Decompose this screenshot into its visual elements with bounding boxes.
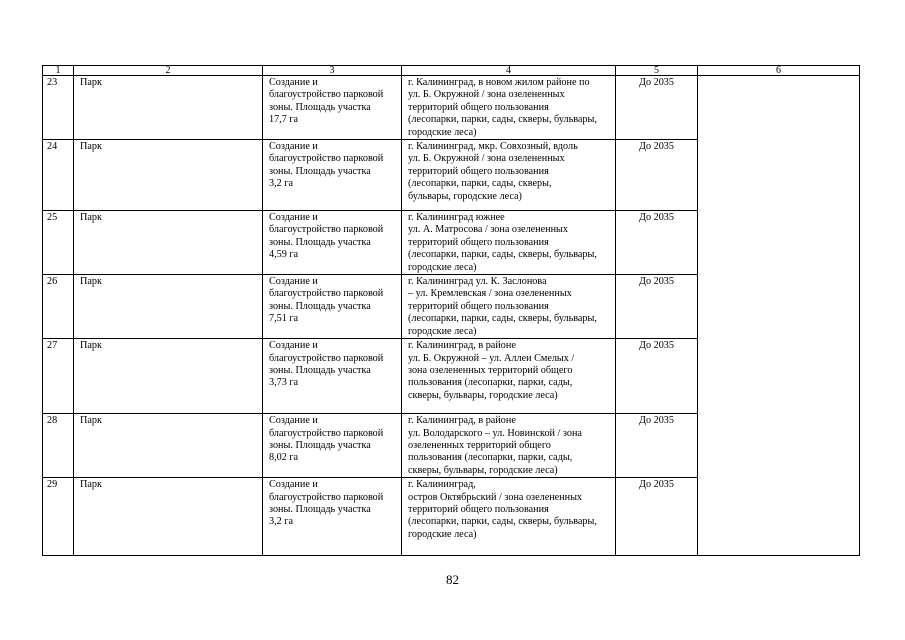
activity-cell (263, 275, 402, 339)
deadline-cell: До 2035 (616, 275, 698, 339)
activity-cell-line: Создание и (269, 212, 318, 224)
location-cell-line: городские леса) (408, 325, 477, 337)
location-cell (402, 140, 616, 211)
row-number-cell: 26 (43, 275, 74, 339)
location-cell-line: ул. Б. Окружной / зона озелененных (408, 153, 565, 165)
activity-cell-line: 8,02 га (269, 452, 299, 464)
table-body (43, 66, 860, 556)
location-cell-line: (лесопарки, парки, сады, скверы, бульвары, (408, 249, 597, 261)
activity-cell-line: зоны. Площадь участка (269, 503, 371, 515)
location-cell-line: – ул. Кремлевская / зона озелененных (408, 288, 572, 300)
location-cell (402, 211, 616, 275)
location-cell (402, 339, 616, 414)
deadline-cell: До 2035 (616, 76, 698, 140)
location-cell (402, 414, 616, 478)
activity-cell-line: благоустройство парковой (269, 288, 384, 300)
activity-cell-line: благоустройство парковой (269, 427, 384, 439)
document-table (42, 65, 860, 556)
location-cell-line: территорий общего пользования (408, 300, 549, 312)
row-number-cell: 25 (43, 211, 74, 275)
table-header-row (43, 66, 860, 76)
page-number: 82 (446, 572, 459, 587)
activity-cell (263, 339, 402, 414)
location-cell (402, 76, 616, 140)
row-number-cell: 27 (43, 339, 74, 414)
location-cell-line: городские леса) (408, 528, 477, 540)
column-header-4: 4 (402, 66, 616, 76)
activity-cell-line: Создание и (269, 141, 318, 153)
location-cell-line: ул. Б. Окружной – ул. Аллеи Смелых / (408, 352, 575, 364)
location-cell-line: ул. Володарского – ул. Новинской / зона (408, 427, 582, 439)
activity-cell-line: зоны. Площадь участка (269, 165, 371, 177)
activity-cell-line: Создание и (269, 340, 318, 352)
activity-cell-line: 7,51 га (269, 313, 299, 325)
location-cell-line: зона озелененных территорий общего (408, 364, 573, 376)
activity-cell (263, 140, 402, 211)
object-type-cell: Парк (74, 275, 263, 339)
activity-cell-line: благоустройство парковой (269, 352, 384, 364)
activity-cell-line: Создание и (269, 77, 318, 88)
location-cell-line: (лесопарки, парки, сады, скверы, бульвары, (408, 114, 597, 126)
row-number-cell: 23 (43, 76, 74, 140)
location-cell-line: г. Калининград, в районе (408, 415, 516, 427)
deadline-cell: До 2035 (616, 414, 698, 478)
location-cell-line: ул. А. Матросова / зона озелененных (408, 224, 568, 236)
object-type-cell: Парк (74, 339, 263, 414)
row-number-cell: 24 (43, 140, 74, 211)
activity-cell-line: 17,7 га (269, 114, 299, 126)
location-cell-line: озелененных территорий общего (408, 439, 551, 451)
deadline-cell: До 2035 (616, 478, 698, 556)
activity-cell-line: 4,59 га (269, 249, 299, 261)
location-cell-line: г. Калининград, в районе (408, 340, 516, 352)
location-cell-line: бульвары, городские леса) (408, 190, 522, 202)
column-header-1: 1 (43, 66, 74, 76)
activity-cell-line: зоны. Площадь участка (269, 101, 371, 113)
deadline-cell: До 2035 (616, 140, 698, 211)
activity-cell-line: Создание и (269, 415, 318, 427)
column-header-3: 3 (263, 66, 402, 76)
activity-cell-line: 3,2 га (269, 178, 293, 190)
location-cell-line: г. Калининград, мкр. Совхозный, вдоль (408, 141, 578, 153)
row-number-cell: 28 (43, 414, 74, 478)
row-number-cell: 29 (43, 478, 74, 556)
object-type-cell: Парк (74, 211, 263, 275)
location-cell-line: г. Калининград ул. К. Заслонова (408, 276, 547, 288)
activity-cell-line: благоустройство парковой (269, 491, 384, 503)
activity-cell-line: Создание и (269, 276, 318, 288)
column-header-2: 2 (74, 66, 263, 76)
object-type-cell: Парк (74, 414, 263, 478)
activity-cell-line: благоустройство парковой (269, 224, 384, 236)
location-cell-line: территорий общего пользования (408, 236, 549, 248)
location-cell-line: остров Октябрьский / зона озелененных (408, 491, 583, 503)
location-cell-line: территорий общего пользования (408, 101, 549, 113)
location-cell-line: территорий общего пользования (408, 503, 549, 515)
location-cell (402, 478, 616, 556)
location-cell-line: (лесопарки, парки, сады, скверы, бульвары, (408, 516, 597, 528)
activity-cell-line: зоны. Площадь участка (269, 300, 371, 312)
activity-cell-line: зоны. Площадь участка (269, 439, 371, 451)
location-cell-line: пользования (лесопарки, парки, сады, (408, 377, 573, 389)
location-cell-line: г. Калининград, в новом жилом районе по (408, 77, 590, 88)
location-cell-line: г. Калининград южнее (408, 212, 505, 224)
location-cell-line: скверы, бульвары, городские леса) (408, 389, 558, 401)
location-cell-line: городские леса) (408, 126, 477, 138)
activity-cell-line: 3,2 га (269, 516, 293, 528)
location-cell-line: городские леса) (408, 261, 477, 273)
location-cell-line: территорий общего пользования (408, 165, 549, 177)
activity-cell-line: Создание и (269, 479, 318, 491)
activity-cell (263, 76, 402, 140)
location-cell-line: скверы, бульвары, городские леса) (408, 464, 558, 476)
column-header-5: 5 (616, 66, 698, 76)
activity-cell-line: благоустройство парковой (269, 89, 384, 101)
table-row (43, 76, 860, 140)
object-type-cell: Парк (74, 140, 263, 211)
activity-cell (263, 414, 402, 478)
location-cell-line: (лесопарки, парки, сады, скверы, (408, 178, 552, 190)
location-cell-line: (лесопарки, парки, сады, скверы, бульвары, (408, 313, 597, 325)
activity-cell-line: зоны. Площадь участка (269, 364, 371, 376)
deadline-cell: До 2035 (616, 339, 698, 414)
location-cell (402, 275, 616, 339)
deadline-cell: До 2035 (616, 211, 698, 275)
activity-cell-line: зоны. Площадь участка (269, 236, 371, 248)
activity-cell (263, 211, 402, 275)
location-cell-line: пользования (лесопарки, парки, сады, (408, 452, 573, 464)
location-cell-line: г. Калининград, (408, 479, 476, 491)
notes-cell (698, 76, 860, 556)
object-type-cell: Парк (74, 76, 263, 140)
location-cell-line: ул. Б. Окружной / зона озелененных (408, 89, 565, 101)
column-header-6: 6 (698, 66, 860, 76)
activity-cell (263, 478, 402, 556)
object-type-cell: Парк (74, 478, 263, 556)
activity-cell-line: 3,73 га (269, 377, 299, 389)
activity-cell-line: благоустройство парковой (269, 153, 384, 165)
